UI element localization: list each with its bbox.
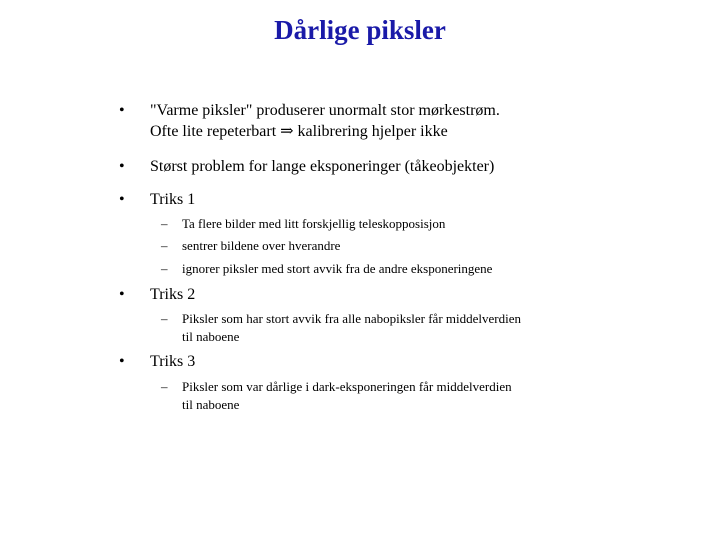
sub-bullet-marker: – (161, 238, 168, 253)
sub-bullet-5-line-2: til naboene (182, 397, 240, 412)
sub-bullet-marker: – (161, 379, 168, 394)
bullet-1-line-2: Ofte lite repeterbart ⇒ kalibrering hjelper ikke (150, 123, 448, 140)
bullet-4-line-1: Triks 2 (150, 286, 196, 303)
bullet-5-line-1: Triks 3 (150, 353, 196, 370)
bullet-marker: • (119, 353, 125, 370)
bullet-marker: • (119, 191, 125, 208)
sub-bullet-4-line-2: til naboene (182, 329, 240, 344)
sub-bullet-4-line-1: Piksler som har stort avvik fra alle nabopiksler får middelverdien (182, 311, 521, 326)
bullet-marker: • (119, 102, 125, 119)
sub-bullet-3-3: ignorer piksler med stort avvik fra de andre eksponeringene (182, 261, 493, 276)
bullet-1-line-1: "Varme piksler" produserer unormalt stor mørkestrøm. (150, 102, 500, 119)
sub-bullet-marker: – (161, 261, 168, 276)
sub-bullet-marker: – (161, 311, 168, 326)
sub-bullet-3-2: sentrer bildene over hverandre (182, 238, 341, 253)
sub-bullet-3-1: Ta flere bilder med litt forskjellig teleskopposisjon (182, 216, 446, 231)
bullet-marker: • (119, 158, 125, 175)
bullet-2-line-1: Størst problem for lange eksponeringer (tåkeobjekter) (150, 158, 495, 175)
slide-title: Dårlige piksler (274, 15, 446, 45)
bullet-marker: • (119, 286, 125, 303)
bullet-3-line-1: Triks 1 (150, 191, 196, 208)
sub-bullet-marker: – (161, 216, 168, 231)
sub-bullet-5-line-1: Piksler som var dårlige i dark-eksponeringen får middelverdien (182, 379, 512, 394)
